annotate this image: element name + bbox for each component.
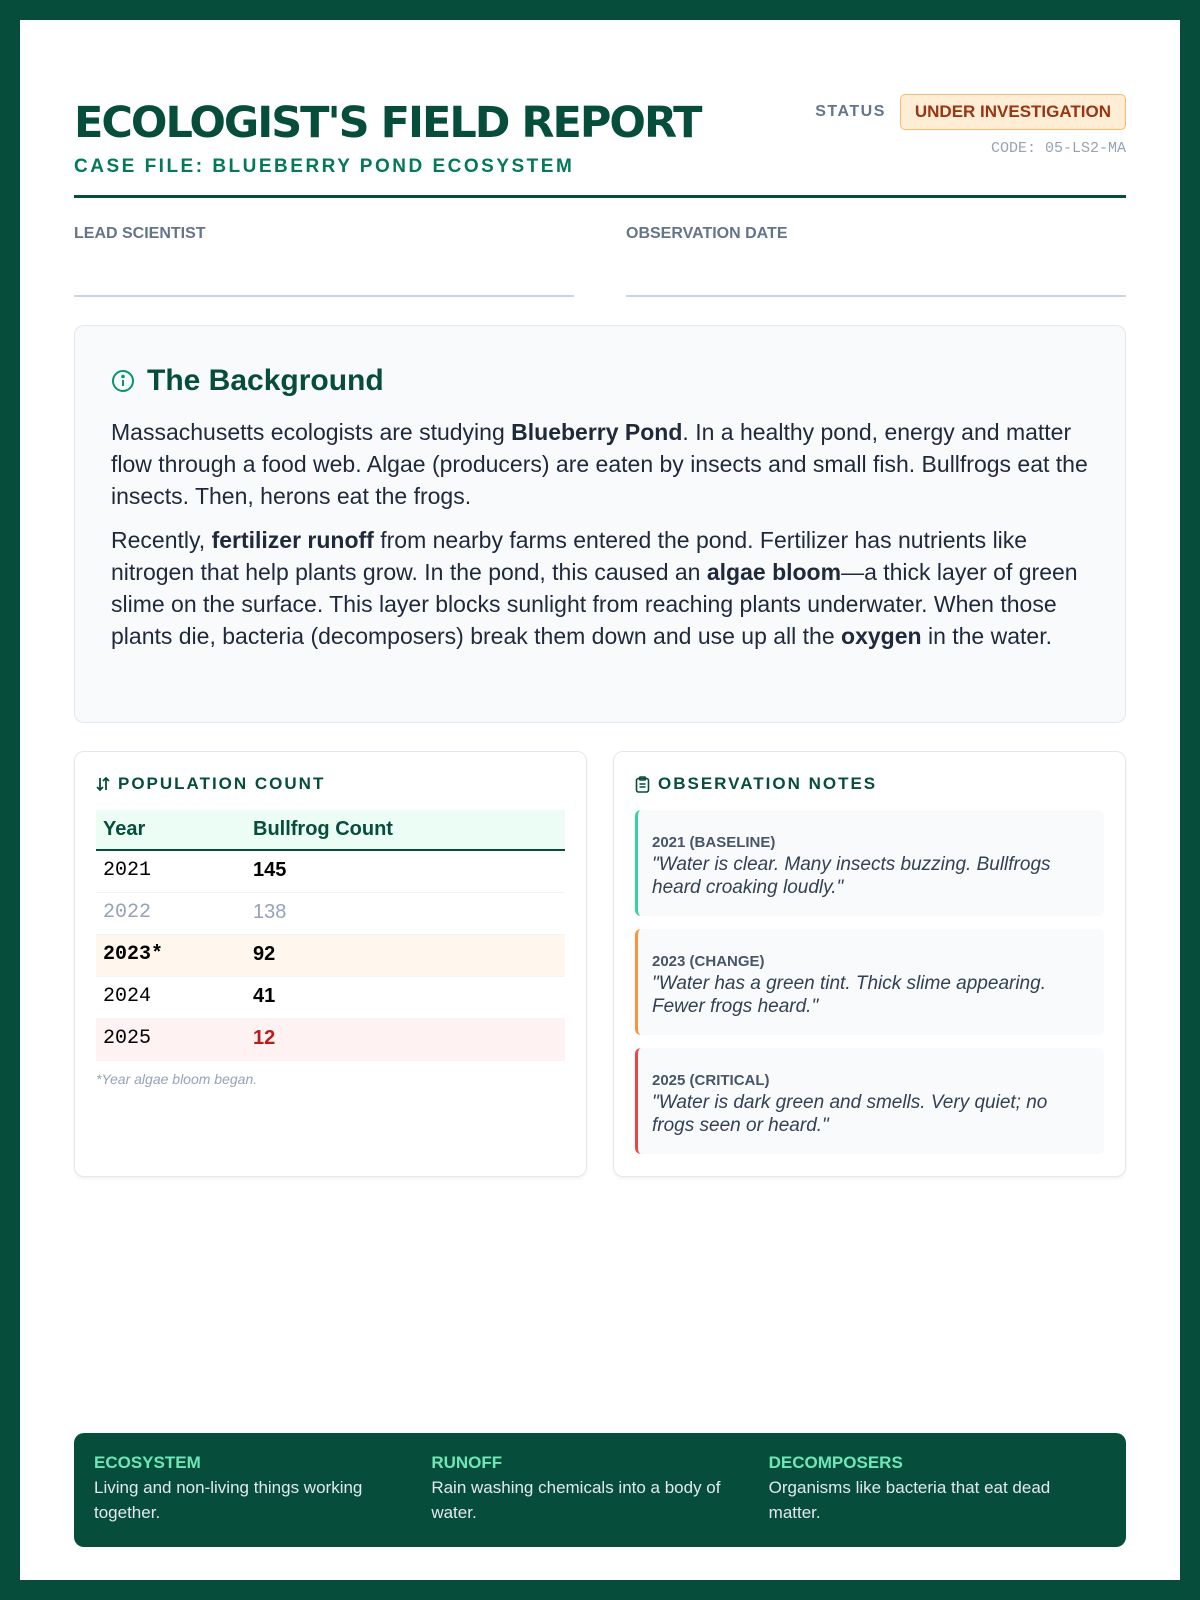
glossary-item	[94, 1453, 431, 1527]
col-count: Bullfrog Count	[246, 810, 565, 850]
year-cell: 2025	[96, 1019, 246, 1061]
report-page	[20, 20, 1180, 1580]
observation-date-field[interactable]	[626, 225, 1126, 297]
year-cell: 2021	[96, 850, 246, 893]
year-cell: 2024	[96, 977, 246, 1019]
population-panel	[74, 751, 587, 1177]
count-cell: 138	[246, 893, 565, 935]
note-label: 2025 (CRITICAL)	[652, 1072, 770, 1089]
notes-panel	[613, 751, 1126, 1177]
note-label: 2021 (BASELINE)	[652, 834, 776, 851]
note-text: "Water has a green tint. Thick slime appearing. Fewer frogs heard."	[652, 973, 1046, 1017]
year-cell: 2023*	[96, 935, 246, 977]
info-icon	[111, 369, 135, 393]
lead-scientist-label: LEAD SCIENTIST	[74, 225, 206, 242]
status-label: STATUS	[815, 103, 886, 120]
status-badge: UNDER INVESTIGATION	[900, 94, 1126, 130]
table-row	[96, 1019, 565, 1061]
note-card	[635, 810, 1104, 916]
page-title: ECOLOGIST'S FIELD REPORT	[74, 98, 701, 148]
clipboard-icon	[635, 776, 650, 793]
note-text: "Water is dark green and smells. Very quiet; no frogs seen or heard."	[652, 1092, 1048, 1136]
count-cell: 41	[246, 977, 565, 1019]
background-paragraph-1: Massachusetts ecologists are studying Blueberry Pond. In a healthy pond, energy and matter flow through a food web. Algae (producers) are eaten by insects and small fish. Bullfrogs eat the insects. Then, herons eat the frogs.	[111, 419, 1088, 509]
table-row	[96, 850, 565, 893]
col-year: Year	[96, 810, 246, 850]
background-title: The Background	[147, 364, 384, 397]
glossary-item	[431, 1453, 768, 1527]
observation-date-label: OBSERVATION DATE	[626, 225, 788, 242]
glossary-term: RUNOFF	[431, 1453, 503, 1472]
count-cell: 12	[246, 1019, 565, 1061]
table-row	[96, 977, 565, 1019]
note-text: "Water is clear. Many insects buzzing. Bullfrogs heard croaking loudly."	[652, 854, 1051, 898]
lead-scientist-field[interactable]	[74, 225, 574, 297]
year-cell: 2022	[96, 893, 246, 935]
count-cell: 92	[246, 935, 565, 977]
population-title: POPULATION COUNT	[118, 774, 326, 793]
glossary-term: DECOMPOSERS	[768, 1453, 903, 1472]
table-row	[96, 935, 565, 977]
glossary-definition: Organisms like bacteria that eat dead matter.	[768, 1478, 1051, 1522]
background-paragraph-2: Recently, fertilizer runoff from nearby farms entered the pond. Fertilizer has nutrients like nitrogen that help plants grow. In the pond, this caused an algae bloom—a thick layer of green slime on the surface. This layer blocks sunlight from reaching plants underwater. When those plants die, bacteria (decomposers) break them down and use up all the oxygen in the water.	[111, 527, 1078, 649]
table-footnote: *Year algae bloom began.	[96, 1071, 258, 1087]
background-section	[74, 325, 1126, 723]
glossary-definition: Rain washing chemicals into a body of water.	[431, 1478, 721, 1522]
glossary-definition: Living and non-living things working together.	[94, 1478, 363, 1522]
note-label: 2023 (CHANGE)	[652, 953, 765, 970]
count-cell: 145	[246, 850, 565, 893]
note-card	[635, 1048, 1104, 1154]
note-card	[635, 929, 1104, 1035]
glossary-term: ECOSYSTEM	[94, 1453, 201, 1472]
glossary-item	[769, 1453, 1106, 1527]
notes-title: OBSERVATION NOTES	[658, 774, 878, 793]
table-row	[96, 893, 565, 935]
population-table	[96, 810, 565, 1061]
report-header	[74, 90, 1126, 198]
glossary	[74, 1433, 1126, 1547]
case-code: CODE: 05-LS2-MA	[990, 140, 1126, 157]
case-file-subtitle: CASE FILE: BLUEBERRY POND ECOSYSTEM	[74, 156, 575, 177]
sort-icon	[96, 776, 110, 792]
